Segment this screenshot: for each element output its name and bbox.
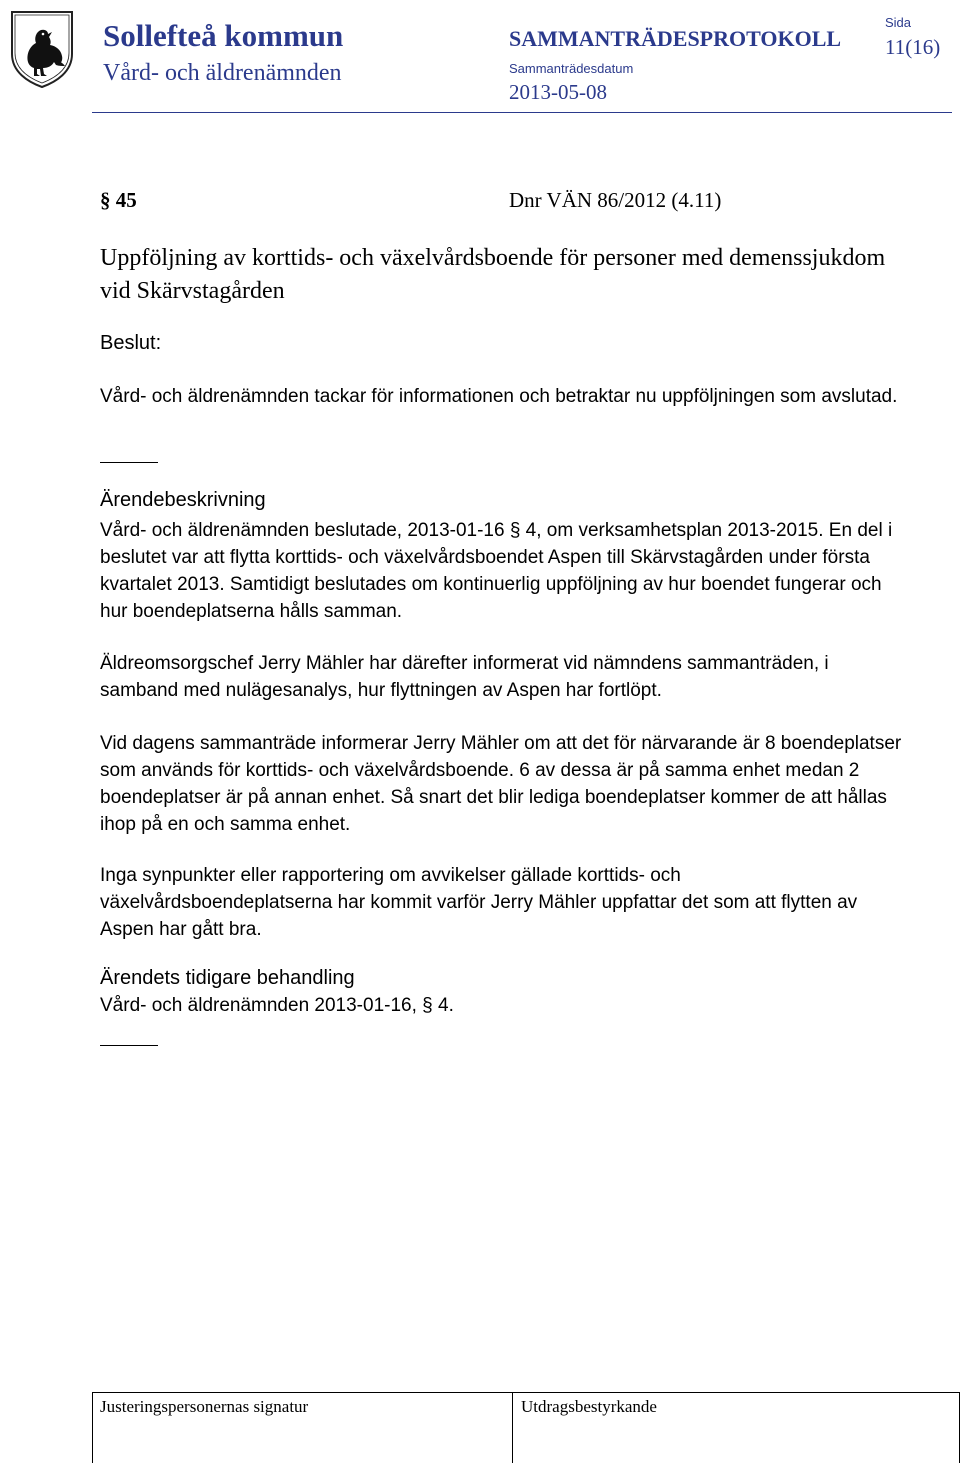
organization-name: Sollefteå kommun (103, 18, 344, 53)
page-label: Sida (885, 15, 912, 30)
description-heading: Ärendebeskrivning (100, 489, 266, 511)
decision-heading: Beslut: (100, 332, 162, 354)
committee-name: Vård- och äldrenämnden (103, 60, 342, 86)
section-separator (100, 462, 158, 463)
decision-text: Vård- och äldrenämnden tackar för informationen och betraktar nu uppföljningen som avslutad. (100, 386, 898, 407)
header-divider (92, 112, 952, 113)
section-title: Uppföljning av korttids- och växelvårdsboende för personer med demenssjukdom vid Skärvstagården (100, 245, 886, 304)
description-paragraph: Äldreomsorgschef Jerry Mähler har därefter informerat vid nämndens sammanträden, i samband med nulägesanalys, hur flyttningen av Aspen har fortlöpt. (100, 653, 829, 701)
description-paragraph: Vid dagens sammanträde informerar Jerry Mähler om att det för närvarande är 8 boendeplatser som används för korttids- och växelvårdsboende. 6 av dessa är på samma enhet medan 2 boendeplatser är på annan enhet. Så snart det blir lediga boendeplatser kommer de att hållas ihop på en och samma enhet. (100, 733, 902, 835)
municipal-crest-icon (10, 10, 74, 88)
meeting-date: 2013-05-08 (509, 80, 607, 104)
previous-handling-text: Vård- och äldrenämnden 2013-01-16, § 4. (100, 995, 454, 1016)
meeting-date-label: Sammanträdesdatum (509, 61, 634, 76)
signature-box-divider (512, 1392, 513, 1463)
section-separator (100, 1045, 158, 1046)
extract-verification-label: Utdragsbestyrkande (521, 1397, 657, 1416)
previous-handling-heading: Ärendets tidigare behandling (100, 967, 355, 989)
case-number: Dnr VÄN 86/2012 (4.11) (509, 188, 722, 212)
description-paragraph: Inga synpunkter eller rapportering om avvikelser gällade korttids- och växelvårdsboendeplatserna har kommit varför Jerry Mähler uppfattar det som att flytten av Aspen har gått bra. (100, 865, 858, 940)
document-type: SAMMANTRÄDESPROTOKOLL (509, 26, 842, 51)
signature-label: Justeringspersonernas signatur (100, 1397, 309, 1416)
paragraph-number: § 45 (100, 188, 137, 212)
description-paragraph: Vård- och äldrenämnden beslutade, 2013-01-16 § 4, om verksamhetsplan 2013-2015. En del i beslutet var att flytta korttids- och växelvårdsboendet Aspen till Skärvstagården under första kvartalet 2013. Samtidigt beslutades om kontinuerlig uppföljning av hur boendet fungerar och hur boendeplatserna hålls samman. (100, 520, 893, 622)
page-number: 11(16) (885, 35, 941, 59)
